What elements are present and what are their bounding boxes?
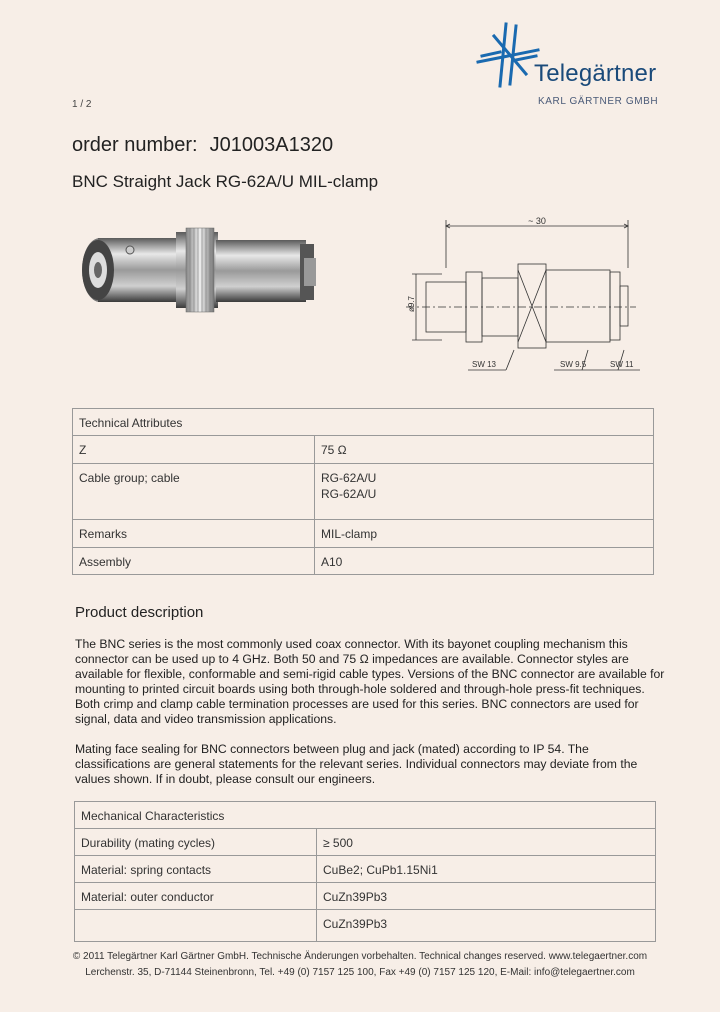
dim-length-label: ~ 30 bbox=[528, 216, 546, 226]
description-paragraph: Mating face sealing for BNC connectors between plug and jack (mated) according to IP 54. The classifications are general statements for the relevant series. Individual connectors may deviate from the values shown. If in doubt, please consult our engineers. bbox=[75, 742, 638, 786]
footer-address: Lerchenstr. 35, D-71144 Steinenbronn, Tel. +49 (0) 7157 125 100, Fax +49 (0) 7157 125 120, E-Mail: info@telegaertner.com bbox=[85, 967, 635, 978]
brand-subtitle: KARL GÄRTNER GMBH bbox=[538, 96, 659, 107]
wrench-size-3: SW 11 bbox=[610, 360, 634, 369]
table-row bbox=[73, 436, 654, 464]
table-row bbox=[75, 883, 656, 910]
table-row bbox=[75, 856, 656, 883]
wrench-size-2: SW 9.5 bbox=[560, 360, 587, 369]
attr-value: MIL-clamp bbox=[315, 520, 654, 548]
telegaertner-logo-icon bbox=[476, 22, 540, 88]
attr-label: Material: outer conductor bbox=[75, 883, 317, 910]
attr-value: 75 Ω bbox=[315, 436, 654, 464]
technical-attributes-heading: Technical Attributes bbox=[73, 409, 654, 436]
table-row bbox=[75, 829, 656, 856]
table-row bbox=[73, 464, 654, 520]
description-paragraph: The BNC series is the most commonly used coax connector. With its bayonet coupling mechanism this connector can be used up to 4 GHz. Both 50 and 75 Ω impedances are available. Connector styles are available for flexible, conformable and semi-rigid cable types. Versions of the BNC connector are available for mounting to printed circuit boards using both through-hole soldered and through-hole press-fit techniques. Both crimp and clamp cable termination processes are used for this series. BNC connectors are used for signal, data and video transmission applications. bbox=[75, 637, 665, 726]
order-number-value: J01003A1320 bbox=[209, 134, 334, 156]
attr-label: Cable group; cable bbox=[73, 464, 315, 520]
attr-value: ≥ 500 bbox=[317, 829, 656, 856]
page-indicator: 1 / 2 bbox=[72, 99, 92, 110]
wrench-size-1: SW 13 bbox=[472, 360, 497, 369]
attr-label: Assembly bbox=[73, 548, 315, 575]
brand-name: Telegärtner bbox=[534, 60, 657, 87]
table-row bbox=[73, 548, 654, 575]
dim-diameter-label: ø9.7 bbox=[407, 295, 416, 312]
attr-value: A10 bbox=[315, 548, 654, 575]
product-description-heading: Product description bbox=[75, 604, 204, 621]
table-row bbox=[73, 520, 654, 548]
order-number-line bbox=[72, 134, 333, 157]
attr-value: CuZn39Pb3 bbox=[317, 910, 656, 942]
attr-label: Z bbox=[73, 436, 315, 464]
product-title: BNC Straight Jack RG-62A/U MIL-clamp bbox=[72, 172, 379, 191]
technical-attributes-table bbox=[72, 408, 654, 575]
attr-value bbox=[315, 464, 654, 520]
attr-label: Material: spring contacts bbox=[75, 856, 317, 883]
attr-label bbox=[75, 910, 317, 942]
mechanical-characteristics-heading: Mechanical Characteristics bbox=[75, 802, 656, 829]
attr-value-line: RG-62A/U bbox=[321, 471, 377, 485]
footer-copyright: © 2011 Telegärtner Karl Gärtner GmbH. Technische Änderungen vorbehalten. Technical changes reserved. www.telegaertner.com bbox=[72, 951, 648, 962]
mechanical-characteristics-table bbox=[74, 801, 656, 942]
attr-label: Durability (mating cycles) bbox=[75, 829, 317, 856]
attr-label: Remarks bbox=[73, 520, 315, 548]
product-photo bbox=[78, 218, 326, 330]
attr-value-line: RG-62A/U bbox=[321, 487, 377, 501]
attr-value: CuZn39Pb3 bbox=[317, 883, 656, 910]
attr-value: CuBe2; CuPb1.15Ni1 bbox=[317, 856, 656, 883]
order-number-label: order number: bbox=[72, 134, 198, 156]
table-row bbox=[75, 910, 656, 942]
technical-drawing bbox=[406, 212, 656, 384]
